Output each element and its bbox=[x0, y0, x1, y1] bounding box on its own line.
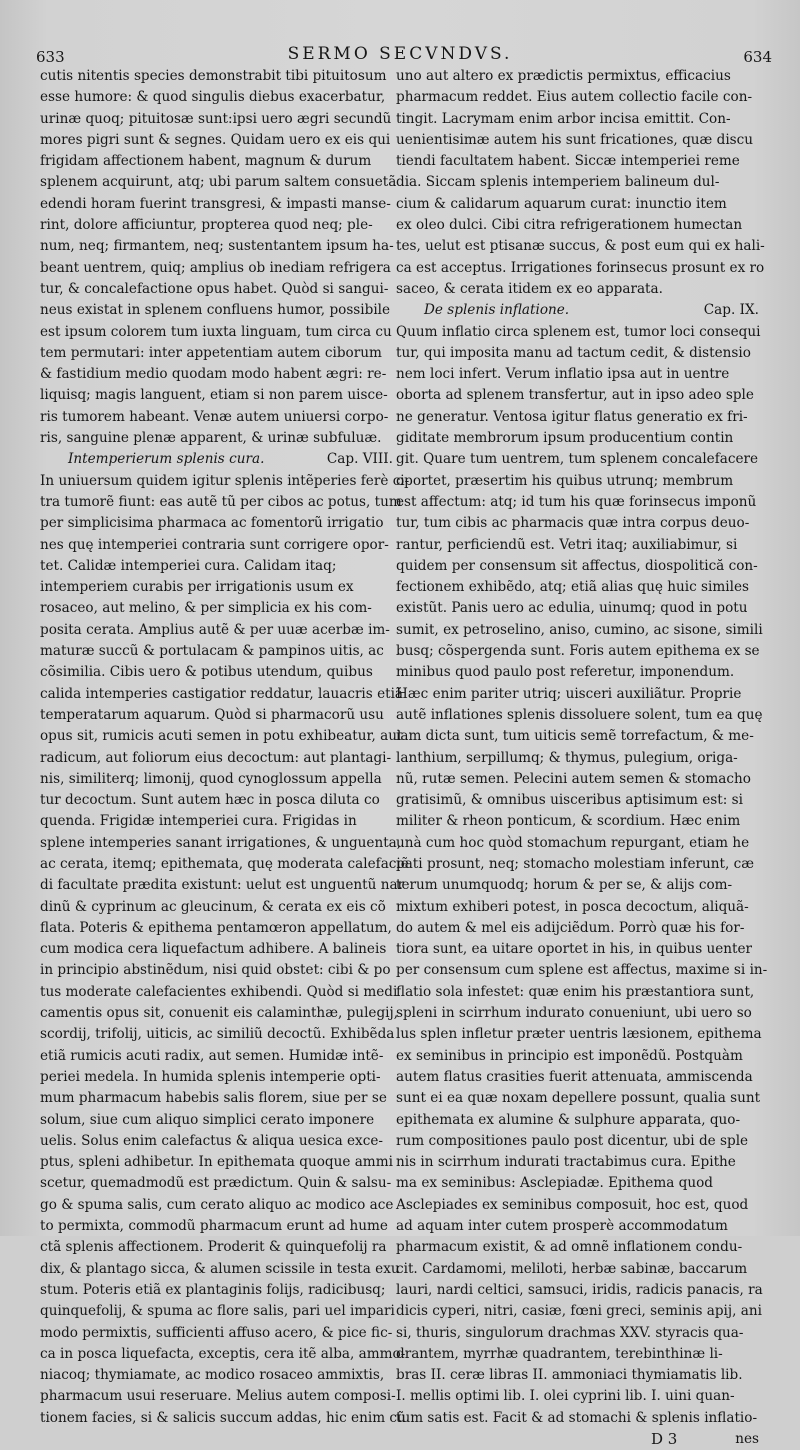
text-line: oborta ad splenem transfertur, aut in ipso adeo sple bbox=[396, 387, 754, 404]
text-line: tur, qui imposita manu ad tactum cedit, & distensio bbox=[396, 344, 751, 361]
text-line: dinũ & cyprinum ac gleucinum, & cerata ex eis cõ bbox=[40, 898, 386, 915]
text-line: giditate membrorum ipsum producentium contin bbox=[396, 430, 734, 447]
page-number-left: 633 bbox=[36, 48, 65, 66]
text-line: radicum, aut foliorum eius decoctum: aut plantagi- bbox=[40, 749, 392, 766]
text-line: flatio sola infestet: quæ enim his præstantiora sunt, bbox=[396, 983, 755, 1000]
text-line: intemperiem curabis per irrigationis usum ex bbox=[40, 579, 354, 596]
text-line: est affectum: atq; id tum his quæ forinsecus imponũ bbox=[396, 493, 757, 510]
text-line: niacoq; thymiamate, ac modico rosaceo ammixtis, bbox=[40, 1367, 385, 1384]
text-line: splenem acquirunt, atq; ubi parum saltem consuetã bbox=[40, 174, 397, 191]
text-line: etiã rumicis acuti radix, aut semen. Humidæ intẽ- bbox=[40, 1047, 384, 1064]
text-line: cutis nitentis species demonstrabit tibi pituitosum bbox=[40, 68, 387, 84]
right-text-column bbox=[396, 66, 771, 1450]
text-line: iam dicta sunt, tum uiticis semẽ torrefactum, & me- bbox=[396, 728, 754, 745]
text-line: calida intemperies castigatior reddatur, lauacris etiã bbox=[40, 685, 404, 702]
text-line: posita cerata. Amplius autẽ & per uuæ acerbæ im- bbox=[40, 621, 390, 638]
text-line: tiora sunt, ea uitare oportet in his, in quibus uenter bbox=[396, 941, 753, 958]
text-line: I. mellis optimi lib. I. olei cyprini lib. I. uini quan- bbox=[396, 1388, 735, 1405]
text-line: sunt ei ea quæ noxam depellere possunt, qualia sunt bbox=[396, 1090, 761, 1107]
text-line: neus existat in splenem confluens humor, possibile bbox=[40, 302, 391, 319]
text-line: tionem facies, si & salicis succum addas, hic enim cũ bbox=[40, 1409, 406, 1426]
text-line: ctã splenis affectionem. Proderit & quinquefolij ra bbox=[40, 1239, 387, 1256]
text-line: tem permutari: inter appetentiam autem ciborum bbox=[40, 344, 382, 361]
text-line: spleni in scirrhum indurato conueniunt, ubi uero so bbox=[396, 1005, 752, 1022]
text-line: per consensum cum splene est affectus, maxime si in- bbox=[396, 962, 768, 979]
running-title: SERMO SECVNDVS. bbox=[287, 44, 513, 64]
text-line: ad aquam inter cutem prosperè accommodatum bbox=[396, 1218, 728, 1235]
text-line: scordij, trifolij, uiticis, ac similiũ decoctũ. Exhibẽda bbox=[40, 1026, 395, 1043]
text-line: busq; cõspergenda sunt. Foris autem epithema ex se bbox=[396, 643, 760, 660]
text-line: rum compositiones paulo post dicentur, ubi de sple bbox=[396, 1132, 749, 1149]
text-line: nis in scirrhum indurati tractabimus cura. Epithe bbox=[396, 1154, 736, 1171]
chapter-title: Intemperierum splenis cura. bbox=[68, 451, 265, 468]
text-line: In uniuersum quidem igitur splenis intẽperies ferè ci- bbox=[40, 472, 410, 489]
text-line: ptus, spleni adhibetur. In epithemata quoque ammi bbox=[40, 1154, 393, 1171]
text-line: temperatarum aquarum. Quòd si pharmacorũ usu bbox=[40, 706, 384, 723]
text-line: terum unumquodq; horum & per se, & alijs com- bbox=[396, 877, 733, 894]
text-line: rantur, perficiendũ est. Vetri itaq; auxiliabimur, si bbox=[396, 536, 738, 553]
text-line: lus splen infletur præter uentris læsionem, epithema bbox=[396, 1026, 762, 1043]
text-line: tur decoctum. Sunt autem hæc in posca diluta co bbox=[40, 792, 380, 809]
text-line: fectionem exhibẽdo, atq; etiã alias quę huic similes bbox=[396, 579, 749, 596]
chapter-number: Cap. IX. bbox=[703, 302, 759, 319]
text-line: edendi horam fuerint transgresi, & impasti manse- bbox=[40, 195, 391, 212]
text-line: tum satis est. Facit & ad stomachi & splenis inflatio- bbox=[396, 1409, 758, 1426]
text-line: tet. Calidæ intemperiei cura. Calidam itaq; bbox=[40, 557, 337, 574]
text-line: esse humore: & quod singulis diebus exacerbatur, bbox=[40, 89, 386, 106]
text-line: in principio abstinẽdum, nisi quid obstet: cibi & po bbox=[40, 962, 391, 979]
text-line: pharmacum existit, & ad omnẽ inflationem condu- bbox=[396, 1239, 743, 1256]
text-line: splene intemperies sanant irrigationes, & unguenta, bbox=[40, 834, 402, 851]
text-line: Quum inflatio circa splenem est, tumor loci consequi bbox=[396, 323, 761, 340]
text-line: git. Quare tum uentrem, tum splenem concalefacere bbox=[396, 451, 759, 468]
text-line: ac cerata, itemq; epithemata, quę moderata calefaciẽ bbox=[40, 855, 409, 872]
text-line: rosaceo, aut melino, & per simplicia ex his com- bbox=[40, 600, 372, 617]
text-line: quidem per consensum sit affectus, diospolitică con- bbox=[396, 557, 758, 574]
page-footer bbox=[396, 1429, 771, 1450]
text-line: nũ, rutæ semen. Pelecini autem semen & stomacho bbox=[396, 770, 751, 787]
text-line: tur, & concalefactione opus habet. Quòd si sangui- bbox=[40, 280, 389, 297]
text-line: epithemata ex alumine & sulphure apparata, quo- bbox=[396, 1111, 741, 1128]
left-text-column bbox=[40, 66, 410, 1429]
text-line: num, neq; firmantem, neq; sustentantem ipsum ha- bbox=[40, 238, 394, 255]
text-line: unà cum hoc quòd stomachum repurgant, etiam he bbox=[396, 834, 750, 851]
text-line: tes, uelut est ptisanæ succus, & post eum qui ex hali- bbox=[396, 238, 765, 255]
text-line: cit. Cardamomi, meliloti, herbæ sabinæ, baccarum bbox=[396, 1260, 748, 1277]
text-line: bras II. ceræ libras II. ammoniaci thymiamatis lib. bbox=[396, 1367, 743, 1384]
text-line: gratisimũ, & omnibus uisceribus aptisimum est: si bbox=[396, 792, 743, 809]
text-line: liquisq; magis languent, etiam si non parem uisce- bbox=[40, 387, 388, 404]
text-line: ris, sanguine plenæ apparent, & urinæ subfuluæ. bbox=[40, 430, 382, 447]
text-line: modo permixtis, sufficienti affuso acero, & pice fic- bbox=[40, 1324, 393, 1341]
page-number-right: 634 bbox=[743, 48, 772, 66]
chapter-number: Cap. VIII. bbox=[326, 451, 393, 468]
catchword: nes bbox=[735, 1431, 759, 1447]
text-line: oportet, præsertim his quibus utrunq; membrum bbox=[396, 472, 734, 489]
text-line: autẽ inflationes splenis dissoluere solent, tum ea quę bbox=[396, 706, 763, 723]
text-line: flata. Poteris & epithema pentamœron appellatum, bbox=[40, 919, 392, 936]
text-line: ca in posca liquefacta, exceptis, cera itẽ alba, ammo- bbox=[40, 1345, 406, 1362]
text-line: quinquefolij, & spuma ac flore salis, pari uel impari bbox=[40, 1303, 395, 1320]
text-line: do autem & mel eis adijciẽdum. Porrò quæ his for- bbox=[396, 919, 745, 936]
text-line: rint, dolore afficiuntur, propterea quod neq; ple- bbox=[40, 217, 373, 234]
text-line: maturæ succũ & portulacam & pampinos uitis, ac bbox=[40, 643, 384, 660]
text-line: cõsimilia. Cibis uero & potibus utendum, quibus bbox=[40, 664, 373, 681]
text-line: militer & rheon ponticum, & scordium. Hæc enim bbox=[396, 813, 741, 830]
text-line: nis, similiterq; limonij, quod cynoglossum appella bbox=[40, 770, 382, 787]
text-line: ne generatur. Ventosa igitur flatus generatio ex fri- bbox=[396, 408, 748, 425]
text-line: per simplicisima pharmaca ac fomentorũ irrigatio bbox=[40, 515, 384, 532]
chapter-heading bbox=[40, 449, 405, 470]
text-line: Hæc enim pariter utriq; uisceri auxiliãtur. Proprie bbox=[396, 685, 742, 702]
text-line: tra tumorẽ fiunt: eas autẽ tũ per cibos ac potus, tum bbox=[40, 493, 402, 510]
text-line: si, thuris, singulorum drachmas XXV. styracis qua- bbox=[396, 1324, 744, 1341]
text-line: ex seminibus in principio est imponẽdũ. Postquàm bbox=[396, 1047, 743, 1064]
text-line: cum modica cera liquefactum adhibere. A balineis bbox=[40, 941, 387, 958]
text-line: drantem, myrrhæ quadrantem, terebinthinæ li- bbox=[396, 1345, 723, 1362]
text-line: nes quę intemperiei contraria sunt corrigere opor- bbox=[40, 536, 389, 553]
text-line: ca est acceptus. Irrigationes forinsecus prosunt ex ro bbox=[396, 259, 765, 276]
text-line: ris tumorem habeant. Venæ autem uniuersi corpo- bbox=[40, 408, 389, 425]
text-line: periei medela. In humida splenis intemperie opti- bbox=[40, 1068, 381, 1085]
text-line: scetur, quemadmodũ est prædictum. Quin & salsu- bbox=[40, 1175, 392, 1192]
text-line: uelis. Solus enim calefactus & aliqua uesica exce- bbox=[40, 1132, 383, 1149]
signature-mark: D 3 bbox=[651, 1430, 678, 1448]
text-line: tiendi facultatem habent. Siccæ intemperiei reme bbox=[396, 153, 740, 170]
text-line: nem loci infert. Verum inflatio ipsa aut in uentre bbox=[396, 366, 730, 383]
text-line: cium & calidarum aquarum curat: inunctio item bbox=[396, 195, 727, 212]
text-line: sumit, ex petroselino, aniso, cumino, ac sisone, simili bbox=[396, 621, 763, 638]
text-line: solum, siue cum aliquo simplici cerato imponere bbox=[40, 1111, 375, 1128]
text-line: pharmacum reddet. Eius autem collectio facile con- bbox=[396, 89, 753, 106]
text-line: uno aut altero ex prædictis permixtus, efficacius bbox=[396, 68, 731, 84]
chapter-heading bbox=[396, 300, 771, 321]
text-line: to permixta, commodũ pharmacum erunt ad hume bbox=[40, 1218, 388, 1235]
text-line: saceo, & cerata itidem ex eo apparata. bbox=[396, 280, 663, 297]
text-line: mixtum exhiberi potest, in posca decoctum, aliquã- bbox=[396, 898, 749, 915]
text-line: Asclepiades ex seminibus composuit, hoc est, quod bbox=[396, 1196, 749, 1213]
text-line: tur, tum cibis ac pharmacis quæ intra corpus deuo- bbox=[396, 515, 750, 532]
text-line: tingit. Lacrymam enim arbor incisa emittit. Con- bbox=[396, 110, 731, 127]
text-line: dicis cyperi, nitri, casiæ, fœni greci, seminis apij, ani bbox=[396, 1303, 762, 1320]
text-line: tus moderate calefacientes exhibendi. Quòd si medi bbox=[40, 983, 398, 1000]
text-line: ex oleo dulci. Cibi citra refrigerationem humectan bbox=[396, 217, 743, 234]
text-line: uenientisimæ autem his sunt fricationes, quæ discu bbox=[396, 131, 754, 148]
text-line: mores pigri sunt & segnes. Quidam uero ex eis qui bbox=[40, 131, 391, 148]
text-line: stum. Poteris etiã ex plantaginis folijs, radicibusq; bbox=[40, 1281, 386, 1298]
text-line: mum pharmacum habebis salis florem, siue per se bbox=[40, 1090, 387, 1107]
text-line: camentis opus sit, conuenit eis calaminthæ, pulegij, bbox=[40, 1005, 399, 1022]
text-line: existũt. Panis uero ac edulia, uinumq; quod in potu bbox=[396, 600, 748, 617]
text-line: frigidam affectionem habent, magnum & durum bbox=[40, 153, 372, 170]
text-line: est ipsum colorem tum iuxta linguam, tum circa cu bbox=[40, 323, 392, 340]
text-line: autem flatus crasities fuerit attenuata, ammiscenda bbox=[396, 1068, 753, 1085]
text-line: quenda. Frigidæ intemperiei cura. Frigidas in bbox=[40, 813, 357, 830]
chapter-title: De splenis inflatione. bbox=[424, 302, 570, 319]
text-line: dix, & plantago sicca, & alumen scissile in testa exu bbox=[40, 1260, 400, 1277]
text-line: & fastidium medio quodam modo habent ægri: re- bbox=[40, 366, 387, 383]
text-line: pati prosunt, neq; stomacho molestiam inferunt, cæ bbox=[396, 855, 755, 872]
text-line: lanthium, serpillumq; & thymus, pulegium, origa- bbox=[396, 749, 738, 766]
text-line: pharmacum usui reseruare. Melius autem composi- bbox=[40, 1388, 396, 1405]
text-line: minibus quod paulo post referetur, imponendum. bbox=[396, 664, 735, 681]
text-line: beant uentrem, quiq; amplius ob inediam refrigera bbox=[40, 259, 391, 276]
text-line: dia. Siccam splenis intemperiem balineum dul- bbox=[396, 174, 720, 191]
text-line: go & spuma salis, cum cerato aliquo ac modico ace bbox=[40, 1196, 394, 1213]
text-line: urinæ quoq; pituitosæ sunt:ipsi uero ægri secundũ bbox=[40, 110, 392, 127]
text-line: opus sit, rumicis acuti semen in potu exhibeatur, aut bbox=[40, 728, 403, 745]
text-line: ma ex seminibus: Asclepiadæ. Epithema quod bbox=[396, 1175, 714, 1192]
text-line: di facultate prædita existunt: uelut est unguentũ nar bbox=[40, 877, 405, 894]
text-line: lauri, nardi celtici, samsuci, iridis, radicis panacis, ra bbox=[396, 1281, 763, 1298]
